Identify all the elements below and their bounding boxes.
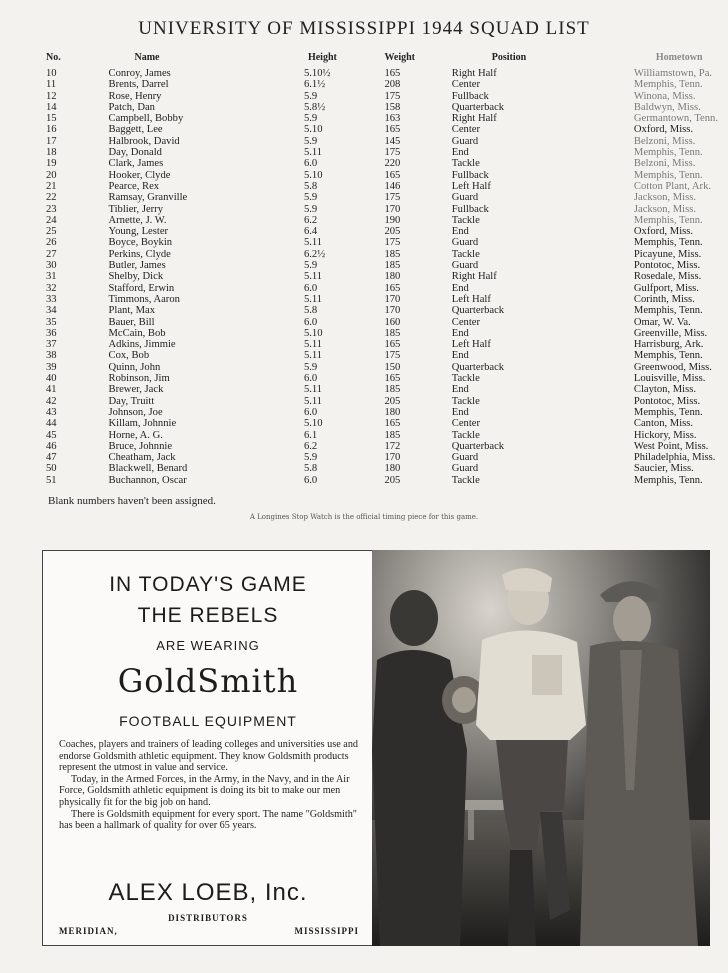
player-weight: 180 xyxy=(384,271,401,283)
distributor-city: MERIDIAN, xyxy=(59,926,118,936)
player-weight: 175 xyxy=(384,350,401,362)
squad-no: 39 xyxy=(46,361,57,373)
player-position: Tackle xyxy=(451,429,480,441)
player-hometown: Memphis, Tenn. xyxy=(633,350,703,362)
player-hometown: Oxford, Miss. xyxy=(633,124,694,136)
table-row xyxy=(46,475,718,486)
player-height: 5.11 xyxy=(303,339,323,351)
player-position: Tackle xyxy=(451,248,480,260)
player-position: Right Half xyxy=(451,113,497,125)
player-height: 5.8 xyxy=(303,463,318,475)
player-hometown: Jackson, Miss. xyxy=(633,192,696,204)
squad-no: 20 xyxy=(46,169,57,181)
table-row xyxy=(46,418,718,429)
player-name: Day, Donald xyxy=(108,147,162,159)
ad-paragraph: Coaches, players and trainers of leading colleges and universities use and endorse Goldsmith athletic equipment. They know Goldsmith products represent the utmost in value and service. xyxy=(59,739,359,774)
player-weight: 185 xyxy=(384,429,401,441)
header-name: Name xyxy=(134,51,160,63)
player-hometown: Corinth, Miss. xyxy=(633,293,695,305)
table-row xyxy=(46,102,718,113)
table-row xyxy=(46,384,718,395)
table-row xyxy=(46,147,718,158)
player-height: 6.0 xyxy=(303,282,318,294)
table-row xyxy=(46,463,718,474)
player-height: 5.10 xyxy=(303,169,323,181)
squad-no: 17 xyxy=(46,135,57,147)
squad-header-row xyxy=(46,51,718,68)
player-name: Killam, Johnnie xyxy=(108,418,177,430)
player-hometown: Germantown, Tenn. xyxy=(633,113,718,125)
player-height: 5.8½ xyxy=(303,101,326,113)
ad-headline-1: IN TODAY'S GAME xyxy=(109,573,307,596)
table-row xyxy=(46,192,718,203)
timing-note: A Longines Stop Watch is the official timing piece for this game. xyxy=(249,513,479,521)
squad-no: 18 xyxy=(46,147,57,159)
squad-no: 45 xyxy=(46,429,57,441)
player-name: Stafford, Erwin xyxy=(108,282,175,294)
player-height: 6.2 xyxy=(303,214,318,226)
squad-no: 50 xyxy=(46,463,57,475)
player-height: 5.8 xyxy=(303,305,318,317)
table-row xyxy=(46,430,718,441)
player-height: 5.9 xyxy=(303,90,318,102)
table-row xyxy=(46,350,718,361)
player-weight: 220 xyxy=(384,158,401,170)
player-name: Patch, Dan xyxy=(108,101,155,113)
squad-no: 41 xyxy=(46,384,57,396)
player-position: End xyxy=(451,327,469,339)
player-height: 5.9 xyxy=(303,361,318,373)
player-name: Horne, A. G. xyxy=(108,429,163,441)
player-position: Center xyxy=(451,124,480,136)
squad-no: 42 xyxy=(46,395,57,407)
squad-no: 21 xyxy=(46,180,57,192)
header-hometown: Hometown xyxy=(655,51,703,63)
ad-product-line: FOOTBALL EQUIPMENT xyxy=(119,713,297,729)
player-position: Fullback xyxy=(451,203,489,215)
player-name: Cox, Bob xyxy=(108,350,150,362)
player-position: End xyxy=(451,384,469,396)
player-weight: 170 xyxy=(384,203,401,215)
player-weight: 185 xyxy=(384,327,401,339)
player-name: Boyce, Boykin xyxy=(108,237,173,249)
player-height: 5.11 xyxy=(303,271,323,283)
table-row xyxy=(46,124,718,135)
player-weight: 163 xyxy=(384,113,401,125)
player-position: Guard xyxy=(451,463,479,475)
player-hometown: Memphis, Tenn. xyxy=(633,406,703,418)
football-players-photo xyxy=(372,550,710,946)
player-hometown: Philadelphia, Miss. xyxy=(633,452,716,464)
player-height: 5.11 xyxy=(303,395,323,407)
player-weight: 185 xyxy=(384,384,401,396)
squad-no: 36 xyxy=(46,327,57,339)
player-position: Guard xyxy=(451,260,479,272)
player-height: 6.1½ xyxy=(303,79,326,91)
distributor-role: DISTRIBUTORS xyxy=(168,913,248,923)
player-hometown: Baldwyn, Miss. xyxy=(633,101,701,113)
player-position: End xyxy=(451,226,469,238)
header-weight: Weight xyxy=(384,51,416,63)
player-position: Guard xyxy=(451,452,479,464)
squad-no: 32 xyxy=(46,282,57,294)
squad-table xyxy=(46,51,718,486)
player-name: Brewer, Jack xyxy=(108,384,164,396)
player-weight: 175 xyxy=(384,147,401,159)
squad-no: 24 xyxy=(46,214,57,226)
squad-no: 44 xyxy=(46,418,57,430)
player-weight: 172 xyxy=(384,440,401,452)
player-hometown: Harrisburg, Ark. xyxy=(633,339,704,351)
ad-body xyxy=(59,739,359,832)
player-weight: 205 xyxy=(384,395,401,407)
player-hometown: Oxford, Miss. xyxy=(633,226,694,238)
player-hometown: Memphis, Tenn. xyxy=(633,305,703,317)
player-weight: 150 xyxy=(384,361,401,373)
player-height: 6.4 xyxy=(303,226,318,238)
player-hometown: Memphis, Tenn. xyxy=(633,474,703,486)
table-row xyxy=(46,373,718,384)
player-name: Bruce, Johnnie xyxy=(108,440,173,452)
player-name: Brents, Darrel xyxy=(108,79,169,91)
header-no: No. xyxy=(46,51,61,63)
squad-no: 33 xyxy=(46,293,57,305)
player-hometown: Greenwood, Miss. xyxy=(633,361,712,373)
table-row xyxy=(46,113,718,124)
player-hometown: Saucier, Miss. xyxy=(633,463,694,475)
table-row xyxy=(46,452,718,463)
squad-rows xyxy=(46,68,718,486)
ad-headline-2: THE REBELS xyxy=(137,604,279,627)
table-row xyxy=(46,91,718,102)
player-position: Left Half xyxy=(451,180,491,192)
player-hometown: Rosedale, Miss. xyxy=(633,271,702,283)
player-weight: 208 xyxy=(384,79,401,91)
player-hometown: Memphis, Tenn. xyxy=(633,147,703,159)
player-position: Guard xyxy=(451,237,479,249)
player-hometown: Greenville, Miss. xyxy=(633,327,708,339)
player-height: 5.11 xyxy=(303,384,323,396)
table-row xyxy=(46,260,718,271)
player-height: 6.1 xyxy=(303,429,318,441)
table-row xyxy=(46,328,718,339)
player-position: Center xyxy=(451,79,480,91)
player-weight: 175 xyxy=(384,192,401,204)
player-position: Left Half xyxy=(451,293,491,305)
player-name: Johnson, Joe xyxy=(108,406,163,418)
player-weight: 160 xyxy=(384,316,401,328)
squad-no: 40 xyxy=(46,373,57,385)
player-name: Young, Lester xyxy=(108,226,169,238)
player-name: Conroy, James xyxy=(108,68,171,79)
player-hometown: Canton, Miss. xyxy=(633,418,694,430)
player-position: Center xyxy=(451,418,480,430)
squad-no: 27 xyxy=(46,248,57,260)
squad-no: 25 xyxy=(46,226,57,238)
player-height: 6.0 xyxy=(303,158,318,170)
squad-no: 12 xyxy=(46,90,57,102)
player-height: 5.11 xyxy=(303,293,323,305)
player-weight: 205 xyxy=(384,226,401,238)
player-position: Fullback xyxy=(451,169,489,181)
player-weight: 170 xyxy=(384,452,401,464)
player-hometown: Clayton, Miss. xyxy=(633,384,697,396)
player-name: Rose, Henry xyxy=(108,90,162,102)
squad-no: 34 xyxy=(46,305,57,317)
squad-no: 31 xyxy=(46,271,57,283)
table-row xyxy=(46,136,718,147)
player-name: Day, Truitt xyxy=(108,395,155,407)
player-weight: 165 xyxy=(384,124,401,136)
table-row xyxy=(46,339,718,350)
squad-no: 35 xyxy=(46,316,57,328)
player-hometown: Jackson, Miss. xyxy=(633,203,696,215)
header-height: Height xyxy=(307,51,337,63)
player-hometown: Louisville, Miss. xyxy=(633,373,706,385)
player-height: 6.0 xyxy=(303,316,318,328)
table-row xyxy=(46,215,718,226)
player-weight: 185 xyxy=(384,260,401,272)
player-name: McCain, Bob xyxy=(108,327,166,339)
player-hometown: Memphis, Tenn. xyxy=(633,169,703,181)
squad-no: 23 xyxy=(46,203,57,215)
page-title: UNIVERSITY OF MISSISSIPPI 1944 SQUAD LIST xyxy=(138,18,590,39)
squad-no: 51 xyxy=(46,474,57,486)
squad-no: 46 xyxy=(46,440,57,452)
player-hometown: Memphis, Tenn. xyxy=(633,79,703,91)
player-name: Hooker, Clyde xyxy=(108,169,171,181)
player-weight: 185 xyxy=(384,248,401,260)
table-row xyxy=(46,362,718,373)
player-hometown: Cotton Plant, Ark. xyxy=(633,180,712,192)
player-hometown: Memphis, Tenn. xyxy=(633,237,703,249)
player-height: 5.11 xyxy=(303,147,323,159)
player-height: 5.10 xyxy=(303,124,323,136)
distributor-state: MISSISSIPPI xyxy=(294,926,359,936)
ad-headline-3: ARE WEARING xyxy=(156,638,260,653)
player-height: 5.8 xyxy=(303,180,318,192)
player-name: Blackwell, Benard xyxy=(108,463,188,475)
player-weight: 170 xyxy=(384,293,401,305)
player-weight: 175 xyxy=(384,237,401,249)
player-hometown: Winona, Miss. xyxy=(633,90,696,102)
player-hometown: Belzoni, Miss. xyxy=(633,158,696,170)
player-weight: 165 xyxy=(384,68,401,79)
player-height: 6.0 xyxy=(303,474,318,486)
player-height: 5.9 xyxy=(303,203,318,215)
player-hometown: Hickory, Miss. xyxy=(633,429,697,441)
header-position: Position xyxy=(491,51,527,63)
player-name: Arnette, J. W. xyxy=(108,214,167,226)
player-height: 6.0 xyxy=(303,406,318,418)
squad-no: 19 xyxy=(46,158,57,170)
player-name: Tiblier, Jerry xyxy=(108,203,164,215)
player-height: 5.9 xyxy=(303,113,318,125)
player-position: Left Half xyxy=(451,339,491,351)
player-position: Quarterback xyxy=(451,361,505,373)
player-name: Buchannon, Oscar xyxy=(108,474,187,486)
player-weight: 180 xyxy=(384,463,401,475)
player-position: Guard xyxy=(451,135,479,147)
player-hometown: Memphis, Tenn. xyxy=(633,214,703,226)
table-row xyxy=(46,305,718,316)
player-position: Center xyxy=(451,316,480,328)
player-position: Tackle xyxy=(451,395,480,407)
player-weight: 205 xyxy=(384,474,401,486)
player-name: Robinson, Jim xyxy=(108,373,170,385)
player-name: Butler, James xyxy=(108,260,166,272)
goldsmith-logo: GoldSmith xyxy=(117,662,299,700)
player-position: End xyxy=(451,282,469,294)
player-height: 5.9 xyxy=(303,135,318,147)
table-row xyxy=(46,181,718,192)
player-hometown: West Point, Miss. xyxy=(633,440,709,452)
player-position: Tackle xyxy=(451,214,480,226)
player-height: 6.0 xyxy=(303,373,318,385)
player-hometown: Pontotoc, Miss. xyxy=(633,395,701,407)
player-name: Baggett, Lee xyxy=(108,124,163,136)
player-position: Quarterback xyxy=(451,440,505,452)
player-weight: 180 xyxy=(384,406,401,418)
player-name: Plant, Max xyxy=(108,305,155,317)
player-weight: 165 xyxy=(384,282,401,294)
player-weight: 165 xyxy=(384,169,401,181)
squad-no: 14 xyxy=(46,101,57,113)
table-row xyxy=(46,396,718,407)
squad-no: 16 xyxy=(46,124,57,136)
player-name: Ramsay, Granville xyxy=(108,192,188,204)
table-row xyxy=(46,79,718,90)
squad-no: 15 xyxy=(46,113,57,125)
player-name: Timmons, Aaron xyxy=(108,293,180,305)
player-name: Quinn, John xyxy=(108,361,161,373)
table-row xyxy=(46,441,718,452)
player-name: Adkins, Jimmie xyxy=(108,339,176,351)
player-weight: 190 xyxy=(384,214,401,226)
table-row xyxy=(46,204,718,215)
table-row xyxy=(46,271,718,282)
player-position: Fullback xyxy=(451,90,489,102)
player-position: Guard xyxy=(451,192,479,204)
player-weight: 170 xyxy=(384,305,401,317)
table-row xyxy=(46,226,718,237)
player-hometown: Williamstown, Pa. xyxy=(633,68,713,79)
player-weight: 175 xyxy=(384,90,401,102)
ad-paragraph: There is Goldsmith equipment for every sport. The name "Goldsmith" has been a hallmark of quality for over 65 years. xyxy=(59,808,357,832)
table-row xyxy=(46,317,718,328)
squad-no: 43 xyxy=(46,406,57,418)
table-row xyxy=(46,407,718,418)
player-hometown: Gulfport, Miss. xyxy=(633,282,699,294)
table-row xyxy=(46,237,718,248)
player-name: Shelby, Dick xyxy=(108,271,164,283)
player-height: 6.2½ xyxy=(303,248,326,260)
player-hometown: Pontotoc, Miss. xyxy=(633,260,701,272)
player-position: Tackle xyxy=(451,373,480,385)
player-name: Halbrook, David xyxy=(108,135,180,147)
player-hometown: Picayune, Miss. xyxy=(633,248,702,260)
player-height: 5.10½ xyxy=(303,68,331,79)
table-row xyxy=(46,158,718,169)
player-position: Tackle xyxy=(451,158,480,170)
player-name: Pearce, Rex xyxy=(108,180,160,192)
player-weight: 165 xyxy=(384,339,401,351)
table-row xyxy=(46,283,718,294)
player-name: Perkins, Clyde xyxy=(108,248,171,260)
table-row xyxy=(46,249,718,260)
squad-no: 11 xyxy=(46,79,57,91)
player-name: Cheatham, Jack xyxy=(108,452,176,464)
squad-no: 37 xyxy=(46,339,57,351)
blank-numbers-note: Blank numbers haven't been assigned. xyxy=(48,495,216,507)
player-name: Bauer, Bill xyxy=(108,316,155,328)
player-height: 5.11 xyxy=(303,237,323,249)
distributor-name: ALEX LOEB, Inc. xyxy=(108,879,308,906)
squad-no: 10 xyxy=(46,68,57,79)
player-position: End xyxy=(451,406,469,418)
player-position: Right Half xyxy=(451,271,497,283)
player-weight: 165 xyxy=(384,418,401,430)
goldsmith-advertisement xyxy=(42,550,374,946)
player-position: Quarterback xyxy=(451,305,505,317)
ad-paragraph: Today, in the Armed Forces, in the Army, in the Navy, and in the Air Force, Goldsmith athletic equipment is doing its bit to make our men physically fit for the big job on hand. xyxy=(59,773,350,808)
player-height: 5.9 xyxy=(303,452,318,464)
player-position: End xyxy=(451,147,469,159)
player-name: Clark, James xyxy=(108,158,164,170)
squad-no: 38 xyxy=(46,350,57,362)
table-row xyxy=(46,294,718,305)
player-height: 5.9 xyxy=(303,192,318,204)
player-weight: 145 xyxy=(384,135,401,147)
squad-no: 22 xyxy=(46,192,57,204)
player-weight: 165 xyxy=(384,373,401,385)
squad-no: 26 xyxy=(46,237,57,249)
player-name: Campbell, Bobby xyxy=(108,113,184,125)
table-row xyxy=(46,68,718,79)
player-weight: 146 xyxy=(384,180,401,192)
player-position: End xyxy=(451,350,469,362)
squad-no: 30 xyxy=(46,260,57,272)
player-position: Right Half xyxy=(451,68,497,79)
squad-no: 47 xyxy=(46,452,57,464)
player-hometown: Omar, W. Va. xyxy=(633,316,691,328)
player-hometown: Belzoni, Miss. xyxy=(633,135,696,147)
player-height: 5.11 xyxy=(303,350,323,362)
player-height: 5.9 xyxy=(303,260,318,272)
player-height: 6.2 xyxy=(303,440,318,452)
table-row xyxy=(46,170,718,181)
player-height: 5.10 xyxy=(303,327,323,339)
player-position: Tackle xyxy=(451,474,480,486)
player-weight: 158 xyxy=(384,101,401,113)
player-position: Quarterback xyxy=(451,101,505,113)
player-height: 5.10 xyxy=(303,418,323,430)
